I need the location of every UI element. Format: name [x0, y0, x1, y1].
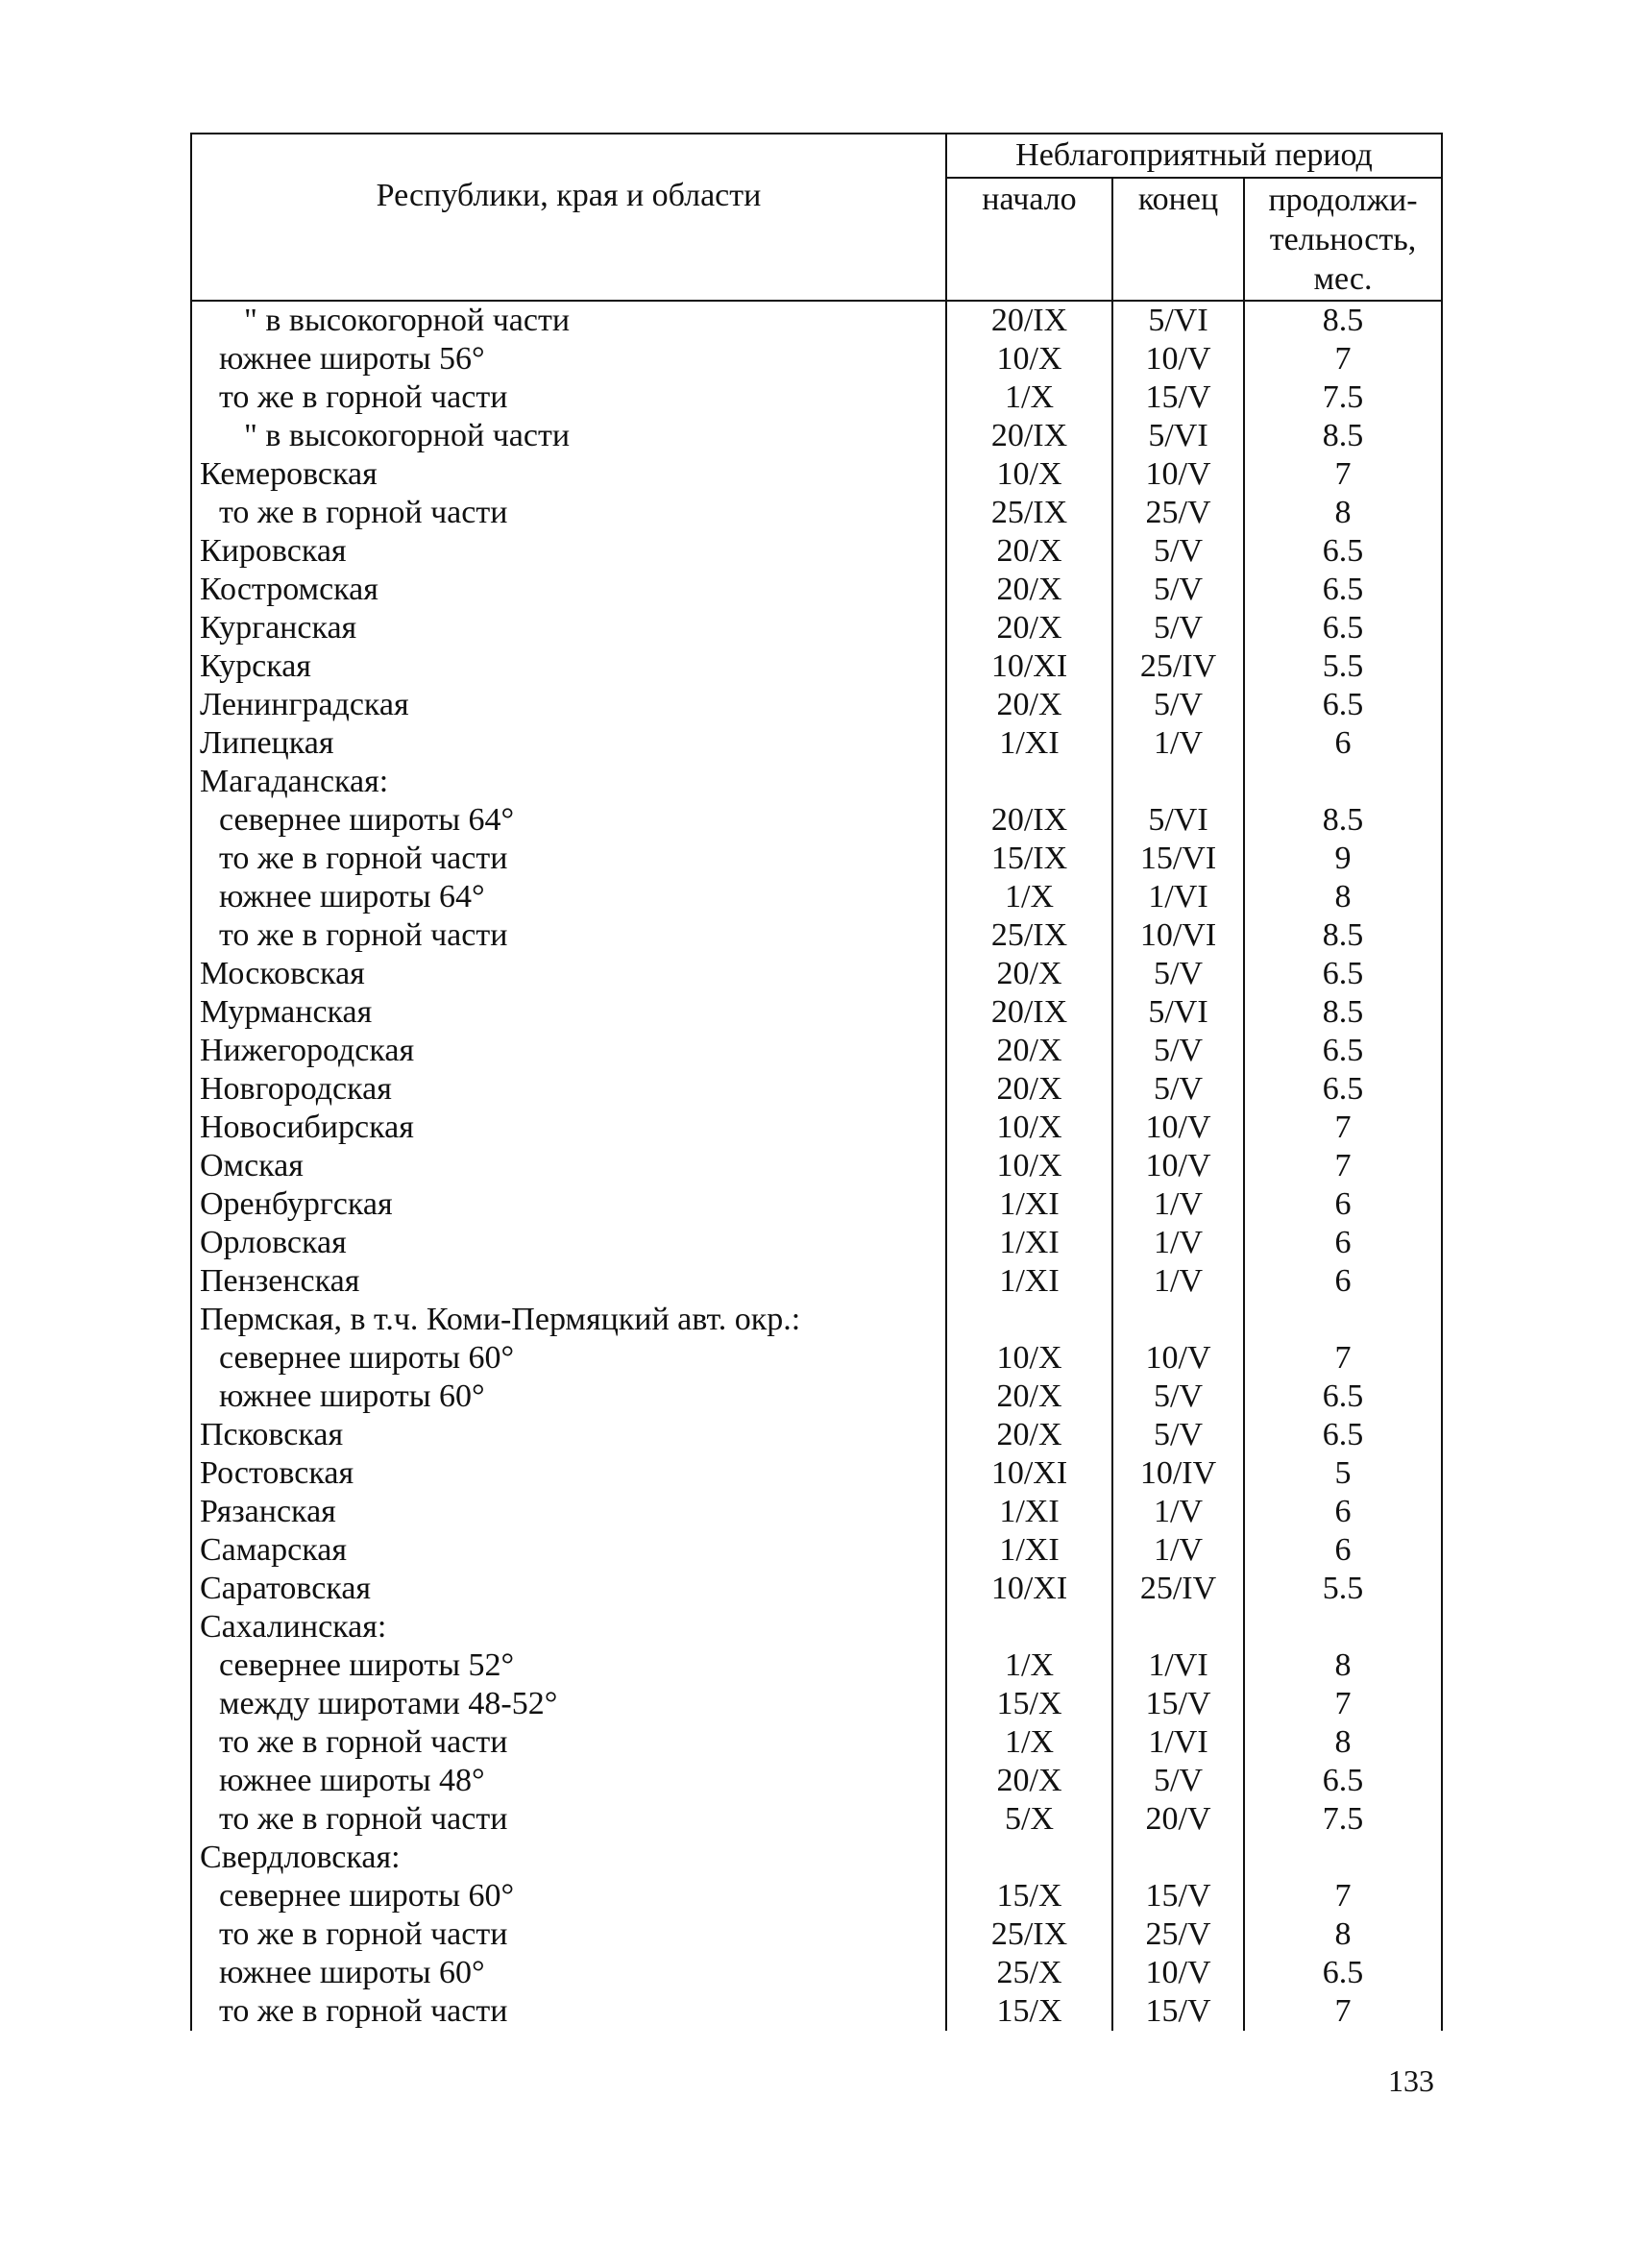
end-cell: 5/V — [1112, 609, 1244, 647]
duration-cell — [1244, 763, 1442, 801]
region-cell: севернее широты 64° — [191, 801, 946, 840]
duration-cell: 6 — [1244, 1493, 1442, 1531]
end-cell: 15/V — [1112, 378, 1244, 417]
duration-cell: 6.5 — [1244, 1954, 1442, 1992]
region-cell: Пензенская — [191, 1262, 946, 1301]
header-end-column: конец — [1112, 178, 1244, 301]
region-cell: то же в горной части — [191, 1915, 946, 1954]
end-cell: 1/VI — [1112, 878, 1244, 916]
region-cell: Орловская — [191, 1224, 946, 1262]
start-cell: 10/XI — [946, 1454, 1112, 1493]
region-cell: между широтами 48-52° — [191, 1685, 946, 1723]
header-duration-line-3: мес. — [1313, 261, 1373, 297]
table-row — [191, 455, 1442, 494]
region-cell: севернее широты 60° — [191, 1339, 946, 1378]
region-cell: южнее широты 64° — [191, 878, 946, 916]
duration-cell: 8.5 — [1244, 916, 1442, 955]
end-cell: 5/VI — [1112, 993, 1244, 1032]
table-row — [191, 916, 1442, 955]
duration-cell: 8 — [1244, 1646, 1442, 1685]
table-row — [191, 1992, 1442, 2031]
start-cell: 20/X — [946, 571, 1112, 609]
table-row — [191, 1723, 1442, 1762]
end-cell: 10/V — [1112, 1339, 1244, 1378]
end-cell: 10/V — [1112, 1147, 1244, 1185]
duration-cell: 7 — [1244, 1992, 1442, 2031]
start-cell: 25/IX — [946, 1915, 1112, 1954]
duration-cell: 6.5 — [1244, 571, 1442, 609]
start-cell: 20/X — [946, 1070, 1112, 1109]
table-row — [191, 1608, 1442, 1646]
start-cell: 10/XI — [946, 1570, 1112, 1608]
start-cell: 20/X — [946, 1032, 1112, 1070]
end-cell: 25/IV — [1112, 1570, 1244, 1608]
start-cell: 20/X — [946, 955, 1112, 993]
duration-cell: 6.5 — [1244, 1032, 1442, 1070]
region-cell: Свердловская: — [191, 1839, 946, 1877]
region-cell: Ростовская — [191, 1454, 946, 1493]
region-cell: южнее широты 60° — [191, 1378, 946, 1416]
start-cell: 1/XI — [946, 1531, 1112, 1570]
start-cell: 15/IX — [946, 840, 1112, 878]
end-cell: 25/V — [1112, 494, 1244, 532]
region-cell: то же в горной части — [191, 916, 946, 955]
start-cell: 20/IX — [946, 417, 1112, 455]
end-cell: 1/VI — [1112, 1646, 1244, 1685]
table-container — [190, 133, 1441, 2031]
duration-cell: 6 — [1244, 1185, 1442, 1224]
table-row — [191, 494, 1442, 532]
start-cell: 5/X — [946, 1800, 1112, 1839]
table-row — [191, 1301, 1442, 1339]
region-cell: то же в горной части — [191, 1800, 946, 1839]
table-row — [191, 1339, 1442, 1378]
end-cell: 5/V — [1112, 686, 1244, 724]
start-cell: 10/X — [946, 340, 1112, 378]
start-cell: 15/X — [946, 1992, 1112, 2031]
end-cell: 10/IV — [1112, 1454, 1244, 1493]
region-cell: Рязанская — [191, 1493, 946, 1531]
table-row — [191, 1147, 1442, 1185]
duration-cell — [1244, 1608, 1442, 1646]
table-row — [191, 1646, 1442, 1685]
region-cell: севернее широты 60° — [191, 1877, 946, 1915]
region-cell: Омская — [191, 1147, 946, 1185]
table-row — [191, 1954, 1442, 1992]
start-cell: 15/X — [946, 1877, 1112, 1915]
table-row — [191, 1531, 1442, 1570]
region-cell: Липецкая — [191, 724, 946, 763]
region-cell: Саратовская — [191, 1570, 946, 1608]
region-cell: то же в горной части — [191, 1723, 946, 1762]
region-cell: Оренбургская — [191, 1185, 946, 1224]
region-cell: Новгородская — [191, 1070, 946, 1109]
end-cell: 5/V — [1112, 1032, 1244, 1070]
region-cell: то же в горной части — [191, 378, 946, 417]
start-cell: 1/X — [946, 1723, 1112, 1762]
duration-cell: 7 — [1244, 1147, 1442, 1185]
start-cell: 20/X — [946, 1416, 1112, 1454]
table-row — [191, 1378, 1442, 1416]
end-cell: 15/V — [1112, 1877, 1244, 1915]
region-cell: Нижегородская — [191, 1032, 946, 1070]
table-row — [191, 1032, 1442, 1070]
start-cell: 20/X — [946, 532, 1112, 571]
start-cell: 1/XI — [946, 1493, 1112, 1531]
region-cell: то же в горной части — [191, 494, 946, 532]
table-row — [191, 993, 1442, 1032]
duration-cell: 8.5 — [1244, 801, 1442, 840]
end-cell: 5/V — [1112, 1762, 1244, 1800]
duration-cell — [1244, 1839, 1442, 1877]
table-row — [191, 801, 1442, 840]
duration-cell: 6 — [1244, 1262, 1442, 1301]
table-row — [191, 1839, 1442, 1877]
region-cell: Костромская — [191, 571, 946, 609]
region-cell: Мурманская — [191, 993, 946, 1032]
table-row — [191, 1185, 1442, 1224]
region-cell: то же в горной части — [191, 1992, 946, 2031]
end-cell: 1/V — [1112, 1224, 1244, 1262]
end-cell: 1/V — [1112, 1493, 1244, 1531]
start-cell: 25/IX — [946, 916, 1112, 955]
table-row — [191, 301, 1442, 340]
region-cell: Кировская — [191, 532, 946, 571]
duration-cell: 8.5 — [1244, 993, 1442, 1032]
climate-period-table — [190, 133, 1443, 2031]
start-cell: 10/X — [946, 455, 1112, 494]
duration-cell: 8.5 — [1244, 417, 1442, 455]
duration-cell: 6.5 — [1244, 686, 1442, 724]
duration-cell — [1244, 1301, 1442, 1339]
region-cell: южнее широты 48° — [191, 1762, 946, 1800]
start-cell — [946, 1301, 1112, 1339]
duration-cell: 6 — [1244, 1224, 1442, 1262]
start-cell: 1/XI — [946, 1224, 1112, 1262]
start-cell — [946, 1839, 1112, 1877]
duration-cell: 8 — [1244, 1915, 1442, 1954]
end-cell: 10/V — [1112, 1954, 1244, 1992]
table-row — [191, 955, 1442, 993]
start-cell: 1/X — [946, 378, 1112, 417]
start-cell: 1/XI — [946, 724, 1112, 763]
start-cell: 25/X — [946, 1954, 1112, 1992]
start-cell: 10/XI — [946, 647, 1112, 686]
region-cell: Кемеровская — [191, 455, 946, 494]
table-row — [191, 1109, 1442, 1147]
start-cell — [946, 1608, 1112, 1646]
table-row — [191, 1493, 1442, 1531]
end-cell: 10/VI — [1112, 916, 1244, 955]
start-cell: 20/X — [946, 1762, 1112, 1800]
end-cell: 1/V — [1112, 1185, 1244, 1224]
region-cell: севернее широты 52° — [191, 1646, 946, 1685]
end-cell: 5/V — [1112, 532, 1244, 571]
table-row — [191, 1762, 1442, 1800]
table-body — [191, 301, 1442, 2031]
region-cell: то же в горной части — [191, 840, 946, 878]
table-row — [191, 763, 1442, 801]
duration-cell: 7 — [1244, 340, 1442, 378]
table-row — [191, 1800, 1442, 1839]
duration-cell: 7.5 — [1244, 378, 1442, 417]
duration-cell: 8.5 — [1244, 301, 1442, 340]
end-cell: 15/V — [1112, 1685, 1244, 1723]
header-period-group: Неблагоприятный период — [946, 134, 1442, 178]
duration-cell: 6.5 — [1244, 609, 1442, 647]
header-duration-line-2: тельность, — [1269, 222, 1417, 257]
duration-cell: 8 — [1244, 494, 1442, 532]
page-number: 133 — [1388, 2063, 1434, 2098]
header-region-column: Республики, края и области — [191, 134, 946, 301]
region-cell: Пермская, в т.ч. Коми-Пермяцкий авт. окр.: — [191, 1301, 946, 1339]
end-cell: 25/IV — [1112, 647, 1244, 686]
end-cell — [1112, 1839, 1244, 1877]
region-cell: Самарская — [191, 1531, 946, 1570]
end-cell: 5/V — [1112, 955, 1244, 993]
start-cell: 20/IX — [946, 993, 1112, 1032]
end-cell: 1/V — [1112, 1262, 1244, 1301]
start-cell: 15/X — [946, 1685, 1112, 1723]
region-cell: Ленинградская — [191, 686, 946, 724]
start-cell — [946, 763, 1112, 801]
region-cell: Псковская — [191, 1416, 946, 1454]
table-row — [191, 686, 1442, 724]
table-row — [191, 1915, 1442, 1954]
start-cell: 10/X — [946, 1339, 1112, 1378]
table-row — [191, 340, 1442, 378]
table-header — [191, 134, 1442, 301]
end-cell: 10/V — [1112, 1109, 1244, 1147]
end-cell: 10/V — [1112, 340, 1244, 378]
duration-cell: 6.5 — [1244, 1070, 1442, 1109]
duration-cell: 9 — [1244, 840, 1442, 878]
end-cell: 5/V — [1112, 1416, 1244, 1454]
duration-cell: 8 — [1244, 878, 1442, 916]
end-cell: 1/V — [1112, 1531, 1244, 1570]
table-row — [191, 1262, 1442, 1301]
duration-cell: 7 — [1244, 1685, 1442, 1723]
end-cell: 15/V — [1112, 1992, 1244, 2031]
table-row — [191, 1685, 1442, 1723]
region-cell: Сахалинская: — [191, 1608, 946, 1646]
duration-cell: 6.5 — [1244, 1416, 1442, 1454]
start-cell: 20/X — [946, 609, 1112, 647]
table-row — [191, 1877, 1442, 1915]
duration-cell: 6 — [1244, 1531, 1442, 1570]
start-cell: 10/X — [946, 1109, 1112, 1147]
duration-cell: 7 — [1244, 1877, 1442, 1915]
duration-cell: 6.5 — [1244, 1378, 1442, 1416]
end-cell: 15/VI — [1112, 840, 1244, 878]
table-row — [191, 1416, 1442, 1454]
end-cell: 1/V — [1112, 724, 1244, 763]
table-row — [191, 378, 1442, 417]
duration-cell: 5.5 — [1244, 1570, 1442, 1608]
end-cell: 5/V — [1112, 571, 1244, 609]
header-start-column: начало — [946, 178, 1112, 301]
duration-cell: 6.5 — [1244, 532, 1442, 571]
table-row — [191, 647, 1442, 686]
table-row — [191, 532, 1442, 571]
header-duration-column — [1244, 178, 1442, 301]
region-cell: " в высокогорной части — [191, 301, 946, 340]
start-cell: 10/X — [946, 1147, 1112, 1185]
region-cell: Курганская — [191, 609, 946, 647]
table-row — [191, 1070, 1442, 1109]
end-cell: 10/V — [1112, 455, 1244, 494]
table-row — [191, 1570, 1442, 1608]
duration-cell: 7 — [1244, 1109, 1442, 1147]
duration-cell: 6 — [1244, 724, 1442, 763]
end-cell — [1112, 1301, 1244, 1339]
duration-cell: 6.5 — [1244, 1762, 1442, 1800]
end-cell: 5/V — [1112, 1378, 1244, 1416]
duration-cell: 8 — [1244, 1723, 1442, 1762]
duration-cell: 5 — [1244, 1454, 1442, 1493]
table-row — [191, 1454, 1442, 1493]
start-cell: 1/XI — [946, 1185, 1112, 1224]
duration-cell: 7 — [1244, 1339, 1442, 1378]
end-cell: 1/VI — [1112, 1723, 1244, 1762]
table-row — [191, 840, 1442, 878]
duration-cell: 7.5 — [1244, 1800, 1442, 1839]
duration-cell: 5.5 — [1244, 647, 1442, 686]
header-duration-line-1: продолжи- — [1268, 183, 1418, 218]
table-row — [191, 417, 1442, 455]
end-cell: 5/VI — [1112, 417, 1244, 455]
start-cell: 20/IX — [946, 301, 1112, 340]
start-cell: 20/X — [946, 1378, 1112, 1416]
region-cell: южнее широты 60° — [191, 1954, 946, 1992]
start-cell: 1/X — [946, 1646, 1112, 1685]
table-row — [191, 609, 1442, 647]
table-row — [191, 571, 1442, 609]
table-row — [191, 1224, 1442, 1262]
start-cell: 1/X — [946, 878, 1112, 916]
end-cell: 5/VI — [1112, 301, 1244, 340]
start-cell: 20/X — [946, 686, 1112, 724]
end-cell: 5/V — [1112, 1070, 1244, 1109]
region-cell: Курская — [191, 647, 946, 686]
table-row — [191, 724, 1442, 763]
end-cell — [1112, 1608, 1244, 1646]
start-cell: 1/XI — [946, 1262, 1112, 1301]
region-cell: Московская — [191, 955, 946, 993]
region-cell: южнее широты 56° — [191, 340, 946, 378]
end-cell — [1112, 763, 1244, 801]
region-cell: Магаданская: — [191, 763, 946, 801]
start-cell: 20/IX — [946, 801, 1112, 840]
table-row — [191, 878, 1442, 916]
end-cell: 25/V — [1112, 1915, 1244, 1954]
region-cell: Новосибирская — [191, 1109, 946, 1147]
start-cell: 25/IX — [946, 494, 1112, 532]
duration-cell: 7 — [1244, 455, 1442, 494]
region-cell: " в высокогорной части — [191, 417, 946, 455]
duration-cell: 6.5 — [1244, 955, 1442, 993]
end-cell: 20/V — [1112, 1800, 1244, 1839]
end-cell: 5/VI — [1112, 801, 1244, 840]
